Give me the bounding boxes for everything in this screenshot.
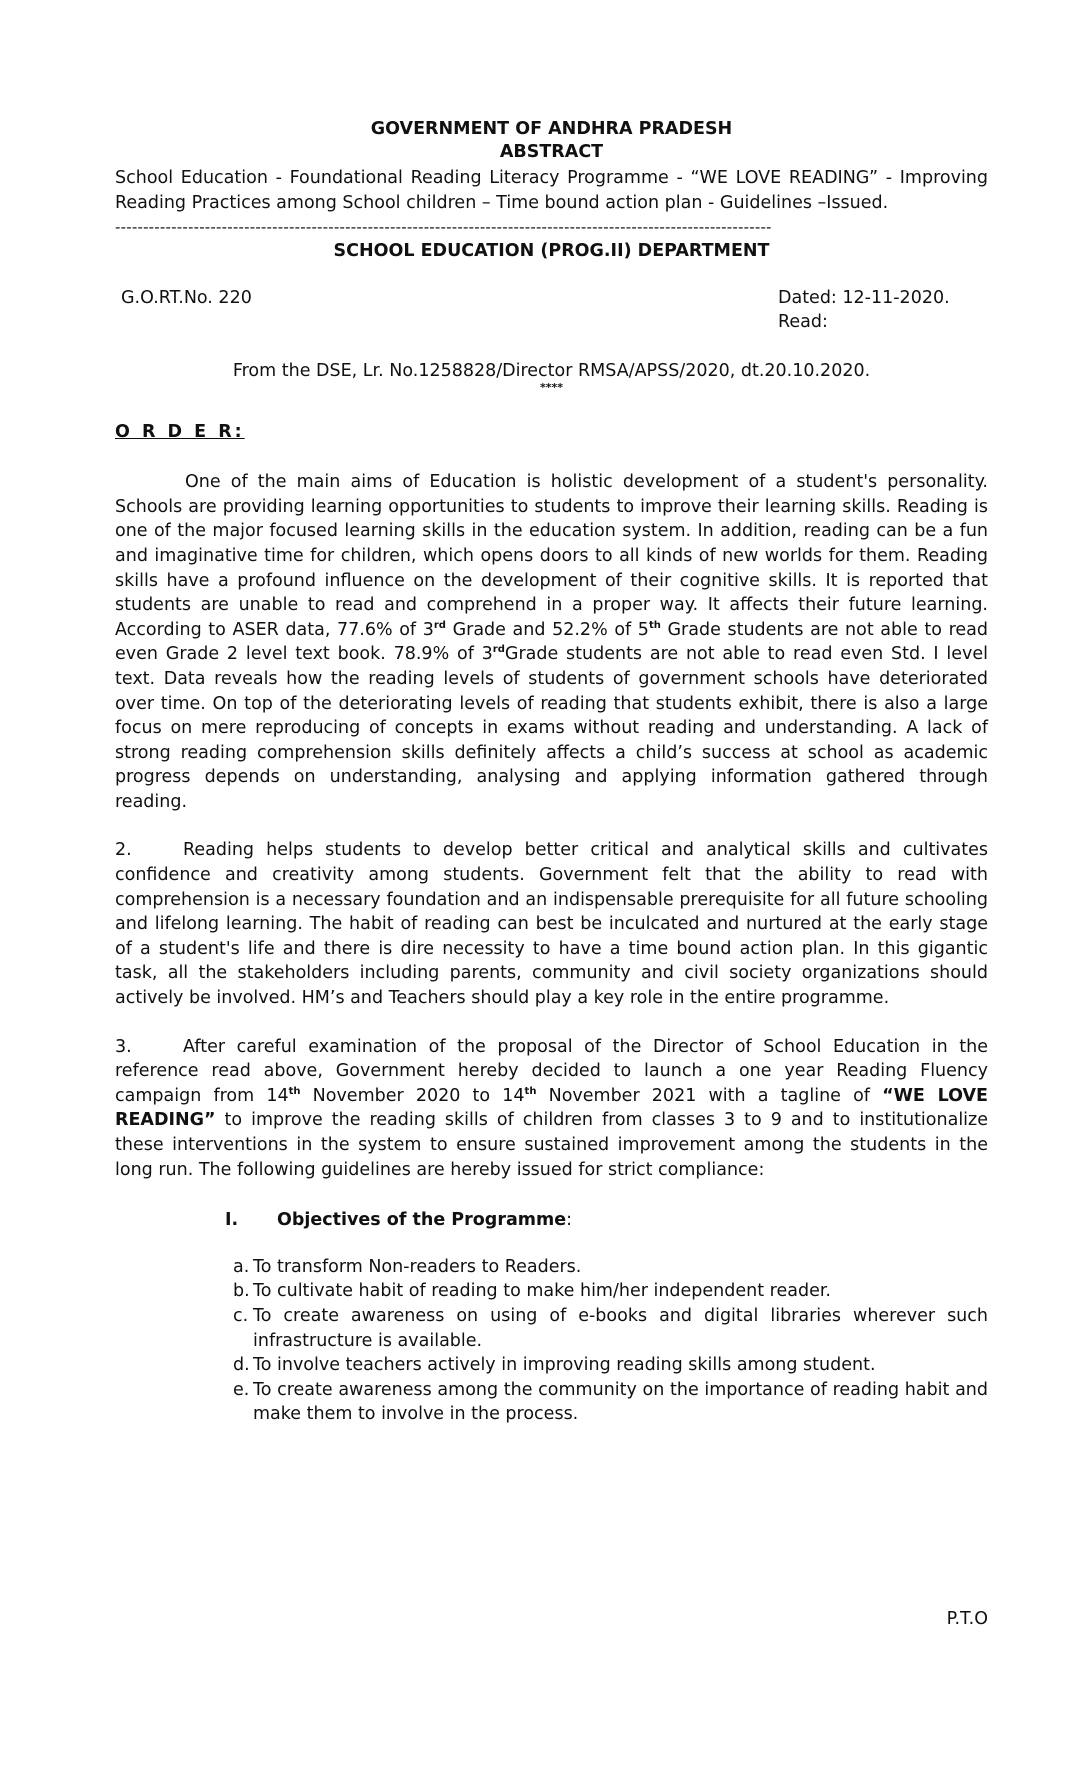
item-text: To create awareness on using of e-books and digital libraries wherever such infrastructure is available. — [253, 1305, 988, 1351]
objectives-title: Objectives of the Programme — [277, 1210, 567, 1231]
subject-text: School Education - Foundational Reading Literacy Programme - “WE LOVE READING” - Improving Reading Practices among School children – Time bound action plan - Guidelines –Issued. — [115, 168, 988, 213]
abstract-heading: ABSTRACT — [499, 142, 604, 162]
list-item — [233, 1353, 988, 1378]
reference-stars: **** — [539, 380, 563, 394]
item-letter: b. — [233, 1281, 250, 1302]
list-item — [233, 1378, 988, 1427]
objectives-list — [115, 1255, 988, 1427]
item-letter: c. — [233, 1305, 249, 1326]
item-text: To cultivate habit of reading to make him/her independent reader. — [253, 1281, 831, 1302]
para1-sup-3: rd — [492, 644, 505, 656]
item-letter: a. — [233, 1256, 250, 1277]
go-info-row — [115, 286, 988, 335]
objectives-colon: : — [566, 1210, 572, 1231]
go-read-label: Read: — [778, 312, 828, 333]
para1-sup-2: th — [648, 619, 661, 631]
item-text: To create awareness among the community on the importance of reading habit and make them to involve in the process. — [253, 1379, 988, 1425]
go-number: G.O.RT.No. 220 — [121, 287, 252, 308]
para2-text: Reading helps students to develop better critical and analytical skills and cultivates confidence and creativity among students. Government felt that the ability to read with comprehension is a necessary foundation and an indispensable prerequisite for all future schooling and lifelong learning. The habit of reading can best be inculcated and nurtured at the early stage of a student's life and there is dire necessity to have a time bound action plan. In this gigantic task, all the stakeholders including parents, community and civil society organizations should actively be involved. HM’s and Teachers should play a key role in the entire programme. — [115, 840, 988, 1009]
para3-text-a: After careful examination of the proposal of the Director of School Education in the reference read above, Government hereby decided to launch a one year Reading Fluency campaign from 14 — [115, 1036, 988, 1106]
order-paragraph-1 — [115, 470, 988, 814]
para1-text-a: One of the main aims of Education is holistic development of a student's personality. Schools are providing learning opportunities to students to improve their learning skills. Reading is one of the major focused learning skills in the education system. In addition, reading can be a fun and imaginative time for children, which opens doors to all kinds of new worlds for them. Reading skills have a profound influence on the development of their cognitive skills. It is reported that students are unable to read and comprehend in a proper way. It affects their future learning. According to ASER data, 77.6% of 3 — [115, 472, 988, 640]
reference-line: From the DSE, Lr. No.1258828/Director RMSA/APSS/2020, dt.20.10.2020. — [232, 360, 871, 381]
item-letter: d. — [233, 1355, 250, 1376]
separator-line: --------------------------------------------------------------------------------------------------------------------- — [115, 218, 772, 237]
para2-number: 2. — [115, 840, 132, 861]
order-heading: O R D E R: — [115, 421, 245, 442]
list-item — [233, 1279, 988, 1304]
para3-text-b: November 2020 to 14 — [300, 1085, 525, 1106]
para1-text-d: Grade students are not able to read even Std. I level text. Data reveals how the reading levels of students of government schools have deteriorated over time. On top of the deteriorating levels of reading that students exhibit, there is also a large focus on mere reproducing of concepts in exams without reading and understanding. A lack of strong reading comprehension skills definitely affects a child’s success at school as academic progress depends on understanding, analysing and applying information gathered through reading. — [115, 644, 988, 812]
order-paragraph-3 — [115, 1035, 988, 1183]
para1-sup-1: rd — [433, 619, 446, 631]
list-item — [233, 1255, 988, 1280]
para3-sup-1: th — [288, 1085, 301, 1097]
item-text: To transform Non-readers to Readers. — [253, 1256, 582, 1277]
item-text: To involve teachers actively in improving reading skills among student. — [253, 1355, 876, 1376]
para3-text-c: November 2021 with a tagline of — [536, 1085, 883, 1106]
department-heading: SCHOOL EDUCATION (PROG.II) DEPARTMENT — [333, 241, 770, 262]
para1-text-b: Grade and 52.2% of 5 — [445, 619, 649, 640]
para3-sup-2: th — [524, 1085, 537, 1097]
para3-tagline: “WE LOVE READING” — [115, 1085, 989, 1131]
para3-text-d: to improve the reading skills of children from classes 3 to 9 and to institutionalize these interventions in the system to ensure sustained improvement among the students in the long run. The following guidelines are hereby issued for strict compliance: — [115, 1110, 988, 1180]
go-date-block — [778, 286, 988, 335]
government-heading: GOVERNMENT OF ANDHRA PRADESH — [370, 119, 733, 139]
objectives-numeral: I. — [225, 1210, 239, 1231]
objectives-heading — [115, 1208, 988, 1233]
para3-number: 3. — [115, 1036, 132, 1057]
para1-text-c: Grade students are not able to read even Grade 2 level text book. 78.9% of 3 — [115, 619, 988, 665]
item-letter: e. — [233, 1379, 250, 1400]
list-item — [233, 1304, 988, 1353]
pto-label: P.T.O — [946, 1609, 988, 1629]
order-paragraph-2 — [115, 838, 988, 1010]
go-dated: Dated: 12-11-2020. — [778, 287, 950, 308]
